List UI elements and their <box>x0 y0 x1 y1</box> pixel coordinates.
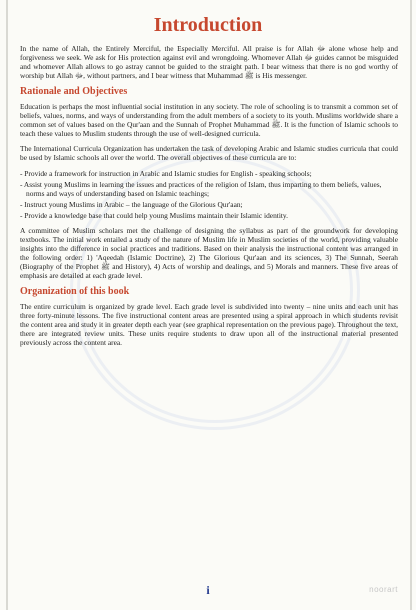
page-title: Introduction <box>153 14 263 36</box>
intro-paragraph: In the name of Allah, the Entirely Merciful, the Especially Merciful. All praise is for Allah ﷻ alone whose help and forgiveness we seek. We ask for His protection against evil and wrongdoing. Whomever Allah ﷻ guides cannot be misguided and whomever Allah allows to go astray cannot be guided to the straight path. I bear witness that there is no god worthy of worship but Allah ﷻ, without partners, and I bear witness that Muhammad ﷺ is His messenger. <box>20 44 399 81</box>
rationale-heading: Rationale and Objectives <box>20 86 128 98</box>
left-page-border <box>6 0 8 610</box>
organization-intro-paragraph: The International Curricula Organization has undertaken the task of developing Arabic and Islamic studies curricula that could be used by Islamic schools all over the world. The overall objectives of these curricula are to: <box>20 144 398 163</box>
right-page-border <box>410 0 412 610</box>
list-item: - Provide a knowledge base that could help young Muslims maintain their Islamic identity. <box>20 210 288 220</box>
list-item: - Provide a framework for instruction in Arabic and Islamic studies for English - speaking schools; <box>20 168 312 178</box>
organization-heading: Organization of this book <box>20 285 130 297</box>
main-content <box>20 44 398 353</box>
education-paragraph: Education is perhaps the most influential social institution in any society. The role of schooling is to transmit a common set of beliefs, values, norms, and ways of understanding from the adult members of a society to its youth. Muslims worldwide share a common set of values based on the Qur'aan and the Sunnah of Prophet Muhammad ﷺ. It is the function of Islamic schools to teach these values to Muslim students through the use of well-designed curricula. <box>20 102 398 139</box>
committee-paragraph: A committee of Muslim scholars met the challenge of designing the syllabus as part of the groundwork for developing textbooks. The initial work entailed a study of the nature of Muslim life in Muslim societies of the world, providing valuable insights into the difference in social practices and traditions. Based on their analysis the instructional content was arranged in the following order: 1) 'Aqeedah (Islamic Doctrine), 2) The Glorious Qur'aan and its sciences, 3) The Sunnah, Seerah (Biography of the Prophet ﷺ and History), 4) Acts of worship and dealings, and 5) Morals and manners. These five areas of emphasis are detailed at each grade level. <box>20 225 398 280</box>
list-item: - Assist young Muslims in learning the issues and practices of the religion of Islam, thus imparting to them beliefs, values, norms and ways of understanding based on Islamic teachings; <box>20 179 382 198</box>
page-number: i <box>206 583 210 597</box>
watermark-logo: noorart <box>369 585 398 594</box>
book-organization-paragraph: The entire curriculum is organized by grade level. Each grade level is subdivided into twenty – nine units and each unit has three forty-minute lessons. The five instructional content areas are presented using a spiral approach in which students revisit the content area and study it in greater depth each year (see graphical representation on the previous page). Throughout the text, there are integrated review units. These units require students to draw upon all of the instructional material presented previously across the content area. <box>20 302 398 348</box>
objectives-list <box>20 169 398 220</box>
list-item: - Instruct young Muslims in Arabic – the language of the Glorious Qur'aan; <box>20 199 243 209</box>
